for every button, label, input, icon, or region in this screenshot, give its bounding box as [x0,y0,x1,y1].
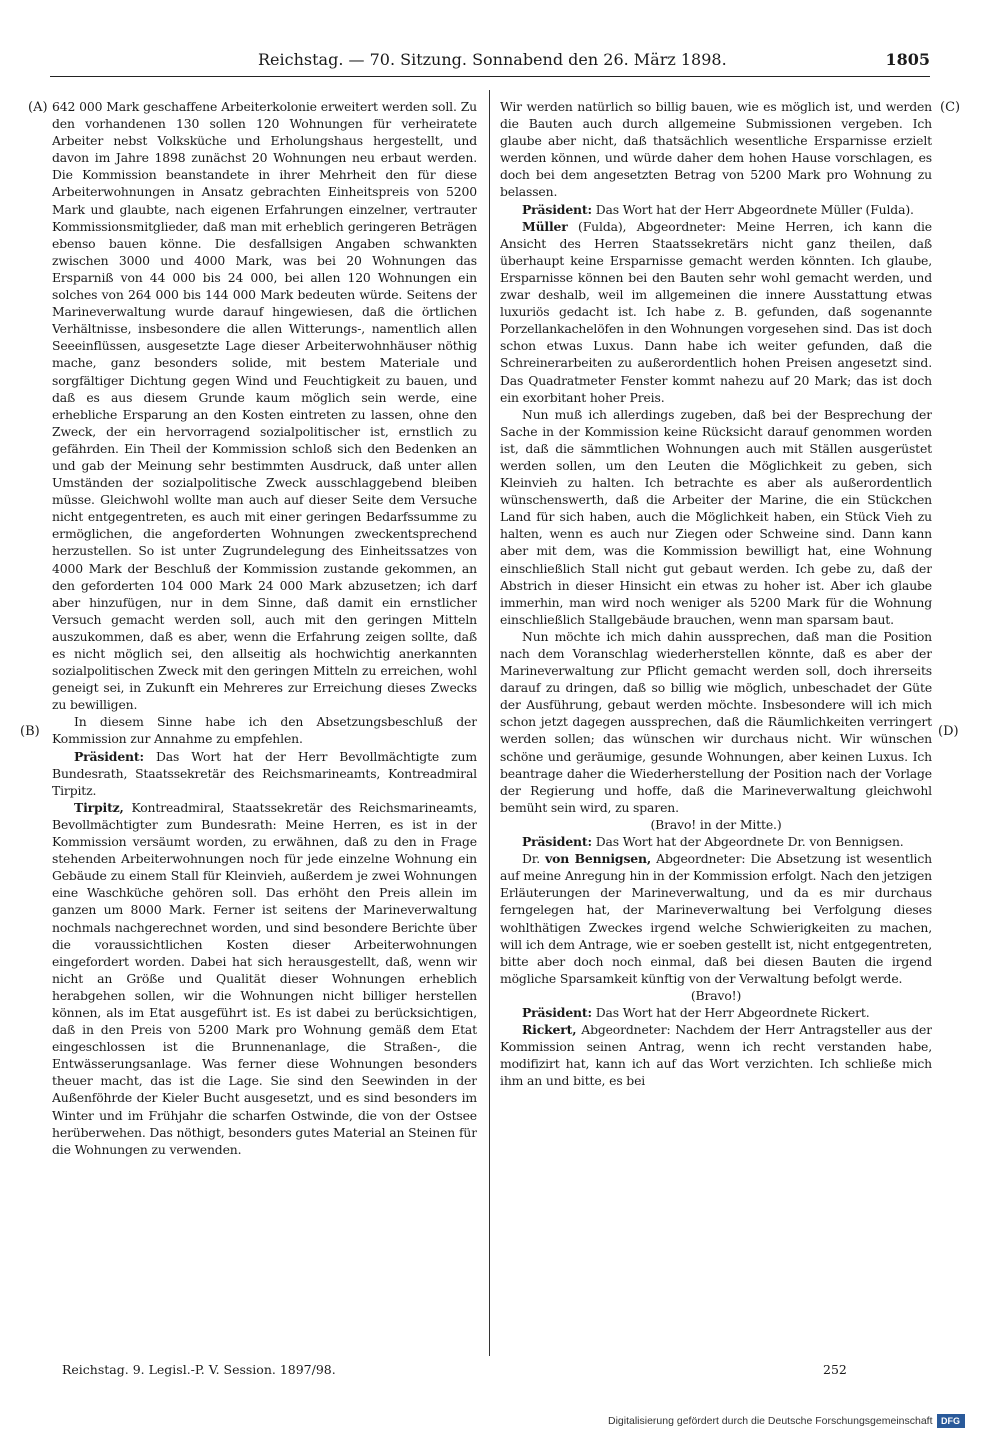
column-divider [489,90,490,1356]
interjection: (Bravo!) [690,987,742,1003]
speaker-title: Dr. [522,851,540,867]
footer-sheet-number: 252 [823,1362,847,1377]
margin-marker-b: (B) [20,724,40,739]
digitization-credit-text: Digitalisierung gefördert durch die Deutsche Forschungsgemeinschaft [608,1415,933,1427]
interjection: (Bravo! in der Mitte.) [650,816,782,832]
paragraph: 642 000 Mark geschaffene Arbeiterkolonie erweitert werden soll. Zu den vorhandenen 130 sollen 120 Wohnungen für verheiratete Arbeiter nebst Volksküche und Erholungshaus hergestellt, und davon im Jahre 1898 zunächst 20 Wohnungen neu erbaut werden. Die Kommission beanstandete in ihrer Mehrheit den für diese Arbeiterwohnungen in Ansatz gebrachten Einheitspreis von 5200 Mark und glaubte, nach eigenen Erfahrungen einzelner, vertrauter Kommissionsmitglieder, daß man mit erheblich geringeren Beträgen ebenso bauen könne. Die desfallsigen Angaben schwankten zwischen 3000 und 4000 Mark, was bei 20 Wohnungen das Ersparniß von 44 000 bis 24 000, bei allen 120 Wohnungen ein solches von 264 000 bis 144 000 Mark bedeuten würde. Seitens der Marineverwaltung wurde darauf hingewiesen, daß die örtlichen Verhältnisse, insbesondere die allen Witterungs-, namentlich allen Seeeinflüssen, ausgesetzte Lage dieser Arbeiterwohnhäuser nöthig mache, ganz besonders solide, mit bestem Materiale und sorgfältiger Dichtung gegen Wind und Feuchtigkeit zu bauen, und daß es aus diesem Grunde kaum möglich sein werde, eine erhebliche Ersparung an den Kosten eintreten zu lassen, ohne den Zweck, der ein hervorragend sozialpolitischer ist, ernstlich zu gefährden. Ein Theil der Kommission schloß sich den Bedenken an und gab der Meinung sehr bestimmten Ausdruck, daß unter allen Umständen der sozialpolitische Zweck ausschlaggebend bleiben müsse. Gleichwohl wollte man auch auf dieser Seite dem Versuche nicht entgegentreten, es auch mit einer geringen Bedarfssumme zu ermöglichen, die angeforderten Wohnungen zweckentsprechend herzustellen. So ist unter Zugrundelegung des Einheitssatzes von 4000 Mark der Beschluß der Kommission zustande gekommen, an den geforderten 104 000 Mark 24 000 Mark abzusetzen; ich darf aber hinzufügen, nur in dem Sinne, daß damit ein ernstlicher Versuch gemacht werden soll, auch mit den geringen Mitteln auszukommen, daß es aber, wenn die Erfahrung zeigen sollte, daß es nicht möglich sei, den allseitig als hochwichtig anerkannten sozialpolitischen Zweck mit den geringen Mitteln zu erreichen, wohl geneigt sei, in Zukunft ein Mehreres zur Erreichung dieses Zwecks zu bewilligen. [52,99,477,713]
running-title: Reichstag. — 70. Sitzung. Sonnabend den 26. März 1898. [258,50,727,69]
speaker-name: von Bennigsen, [545,851,652,867]
paragraph [52,748,477,799]
paragraph [500,1021,932,1089]
paragraph [500,850,932,987]
left-column [52,98,477,1360]
footer-session-info: Reichstag. 9. Legisl.-P. V. Session. 1897/98. [62,1362,336,1377]
speaker-name: Müller [522,218,568,234]
margin-marker-d: (D) [938,724,959,739]
paragraph: Wir werden natürlich so billig bauen, wie es möglich ist, und werden die Bauten auch durch allgemeine Submissionen vergeben. Ich glaube aber nicht, daß thatsächlich wesentliche Ersparnisse erzielt werden können, und würde daher dem hohen Hause vorschlagen, es doch bei dem angesetzten Betrag von 5200 Mark pro Wohnung zu belassen. [500,99,932,200]
right-column [500,98,932,1360]
speech-text: Das Wort hat der Abgeordnete Dr. von Bennigsen. [595,834,904,850]
speech-text: Das Wort hat der Herr Abgeordnete Müller (Fulda). [595,201,914,217]
paragraph: In diesem Sinne habe ich den Absetzungsbeschluß der Kommission zur Annahme zu empfehlen. [52,714,477,747]
speaker-name: Präsident: [74,748,144,764]
paragraph: Nun möchte ich mich dahin aussprechen, daß man die Position nach dem Voranschlag wiederherstellen könnte, daß es aber der Marineverwaltung zur Pflicht gemacht werden soll, doch ihrerseits darauf zu dringen, daß so billig wie möglich, unbeschadet der Güte der Ausführung, gebaut werden möchte. Insbesondere will ich mich schon jetzt dagegen aussprechen, daß die Räumlichkeiten verringert werden sollen; das wünschen wir durchaus nicht. Wir wünschen schöne und geräumige, gesunde Wohnungen, aber keinen Luxus. Ich beantrage daher die Wiederherstellung der Position nach der Vorlage der Regierung und hoffe, daß die Marineverwaltung gleichwohl bemüht sein wird, zu sparen. [500,628,932,815]
speech-text: Kontreadmiral, Staatssekretär des Reichsmarineamts, Bevollmächtigter zum Bundesrath: Meine Herren, es ist in der Kommission versäumt worden, zu erwähnen, daß zu den in Frage stehenden Arbeiterwohnungen noch für jede einzelne Wohnung ein Gebäude zu einem Stall für Kleinvieh, außerdem je zwei Wohnungen eine Waschküche gehören soll. Das erhöht den Preis allein im ganzen um 8000 Mark. Ferner ist seitens der Marineverwaltung nochmals nachgerechnet worden, und sind besondere Berichte über die voraussichtlichen Kosten dieser Arbeiterwohnungen eingefordert worden. Dabei hat sich herausgestellt, daß, wenn wir nicht an Größe und Qualität dieser Wohnungen erheblich herabgehen sollen, wir die Wohnungen nicht billiger herstellen können, als im Etat ausgeführt ist. Es ist dabei zu berücksichtigen, daß in den Preis von 5200 Mark pro Wohnung gemäß dem Etat eingeschlossen ist die Brunnenanlage, die Straßen-, die Entwässerungsanlage. Was ferner diese Wohnungen besonders theuer macht, das ist die Lage. Sie sind den Seewinden in der Außenföhrde der Kieler Bucht ausgesetzt, und es sind besonders im Winter und im Frühjahr die scharfen Ostwinde, die von der Ostsee herüberwehen. Das nöthigt, besonders gutes Material an Steinen für die Wohnungen zu verwenden. [52,799,477,1157]
margin-marker-a: (A) [28,100,48,115]
speech-text: Abgeordneter: Die Absetzung ist wesentlich auf meine Anregung hin in der Kommission erfolgt. Nach den jetzigen Erläuterungen der Marineverwaltung, und da es mir durchaus ferngelegen hat, der Marineverwaltung bei Verfolgung dieses wohlthätigen Zweckes irgend welche Schwierigkeiten zu machen, will ich dem Antrage, wie er soeben gestellt ist, nicht entgegentreten, bitte aber doch noch einmal, daß bei diesen Bauten die irgend mögliche Sparsamkeit künftig von der Verwaltung befolgt werde. [500,851,932,986]
paragraph [500,218,932,406]
speaker-name: Präsident: [522,1004,592,1020]
paragraph: Nun muß ich allerdings zugeben, daß bei der Besprechung der Sache in der Kommission keine Rücksicht darauf genommen worden ist, daß die sämmtlichen Wohnungen auch mit Ställen ausgerüstet werden sollen, um den Leuten die Möglichkeit zu geben, sich Kleinvieh zu halten. Ich betrachte es aber als außerordentlich wünschenswerth, daß die Arbeiter der Marine, die ein Stückchen Land für sich haben, auch die Möglichkeit haben, ein Stück Vieh zu halten, wenn es auch nur Ziegen oder Schweine sind. Dann kann aber mit dem, was die Kommission bewilligt hat, eine Wohnung einschließlich Stall nicht gut gebaut werden. Ich gebe zu, daß der Abstrich in dieser Hinsicht ein etwas zu hoher ist. Aber ich glaube immerhin, man wird noch weniger als 5200 Mark für die Wohnung einschließlich Stallgebäude brauchen, wenn man sparsam baut. [500,406,932,627]
speech-text: Abgeordneter: Nachdem der Herr Antragsteller aus der Kommission seinen Antrag, wenn ich recht verstanden habe, modifizirt hat, kann ich auf das Wort verzichten. Ich schließe mich ihm an und bitte, es bei [500,1022,932,1089]
digitization-credit [608,1412,996,1430]
paragraph [500,201,932,218]
speaker-name: Präsident: [522,834,592,850]
paragraph [500,833,932,850]
paragraph [500,1004,932,1021]
speech-text: (Fulda), Abgeordneter: Meine Herren, ich kann die Ansicht des Herren Staatssekretärs nicht ganz theilen, daß überhaupt keine Ersparnisse gemacht werden könnten. Ich glaube, Ersparnisse können bei den Bauten sehr wohl gemacht werden, und zwar deshalb, weil im allgemeinen die innere Ausstattung etwas luxuriös gedacht ist. Ich habe z. B. gefunden, daß sogenannte Porzellankachelöfen in den Wohnungen vorgesehen sind. Das ist doch schon etwas Luxus. Dann habe ich weiter gefunden, daß die Schreinerarbeiten zu außerordentlich hohen Preisen angesetzt sind. Das Quadratmeter Fenster kommt nahezu auf 20 Mark; das ist doch ein exorbitant hoher Preis. [500,218,932,405]
dfg-logo: DFG [937,1414,965,1428]
speech-text: Das Wort hat der Herr Bevollmächtigte zum Bundesrath, Staatssekretär des Reichsmarineamts, Kontreadmiral Tirpitz. [52,748,477,798]
speaker-name: Präsident: [522,201,592,217]
speaker-name: Tirpitz, [74,799,124,815]
speaker-name: Rickert, [522,1022,577,1038]
page-header [258,50,930,72]
header-rule [50,76,930,77]
margin-marker-c: (C) [940,100,961,115]
speech-text: Das Wort hat der Herr Abgeordnete Rickert. [595,1004,870,1020]
paragraph [52,799,477,1158]
page-number: 1805 [885,50,930,69]
